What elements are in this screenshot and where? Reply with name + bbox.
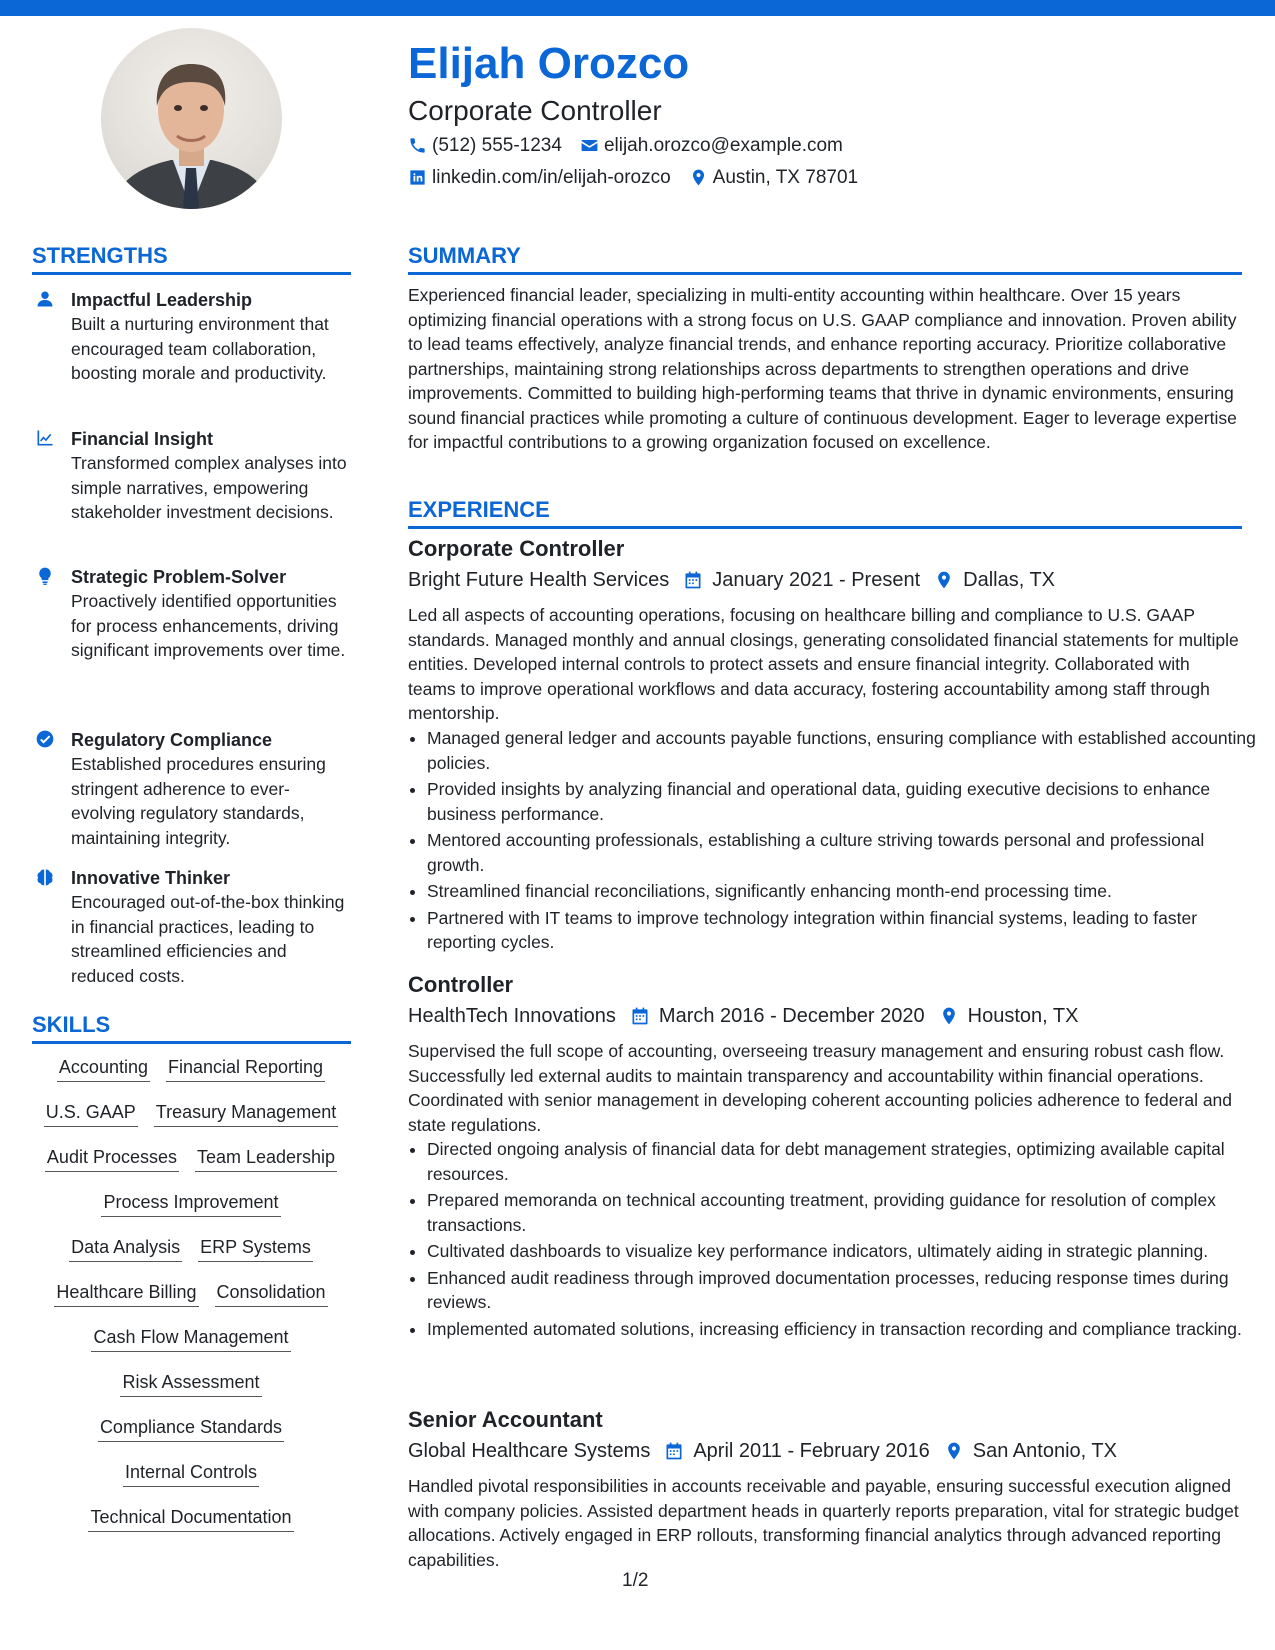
skill-tag: Technical Documentation xyxy=(88,1505,293,1532)
page-number: 1/2 xyxy=(622,1570,649,1591)
strength-title: Regulatory Compliance xyxy=(71,730,273,750)
skill-tag: Compliance Standards xyxy=(98,1415,284,1442)
strength-description: Transformed complex analyses into simple narratives, empowering stakeholder investment decisions. xyxy=(71,453,347,522)
strength-description: Established procedures ensuring stringent adherence to ever-evolving regulatory standards, maintaining integrity. xyxy=(71,754,326,848)
strength-title: Strategic Problem-Solver xyxy=(71,567,287,587)
calendar-icon xyxy=(630,1006,650,1026)
strength-title: Financial Insight xyxy=(71,429,214,449)
skill-row xyxy=(32,1460,350,1505)
strength-title: Impactful Leadership xyxy=(71,290,253,310)
summary-text: Experienced financial leader, specializing in multi-entity accounting within healthcare. Over 15 years optimizing financial operations with a strong focus on U.S. GAAP compliance and innovation. Proven ability to lead teams effectively, analyze financial trends, and enhance reporting accuracy. Prioritize collaborative partnerships, maintaining strong relationships across departments to strengthen operations and drive improvements. Committed to building high-performing teams that thrive in dynamic environments, ensuring sound financial practices while promoting a culture of continuous development. Eager to leverage expertise for impactful contributions to a growing organization focused on excellence. xyxy=(408,285,1237,452)
strengths-heading: STRENGTHS xyxy=(32,245,351,275)
skill-row xyxy=(32,1415,350,1460)
skill-tag: ERP Systems xyxy=(198,1235,313,1262)
strength-description: Built a nurturing environment that encouraged team collaboration, boosting morale and productivity. xyxy=(71,314,329,383)
skill-row xyxy=(32,1280,350,1325)
job-location: San Antonio, TX xyxy=(972,1440,1117,1462)
location-text: Austin, TX 78701 xyxy=(712,167,859,188)
job-title: Corporate Controller xyxy=(408,536,625,561)
job-bullets xyxy=(408,726,1261,957)
strength-item xyxy=(32,288,352,386)
skill-tag: U.S. GAAP xyxy=(44,1100,138,1127)
skills-list xyxy=(32,1055,350,1550)
phone-icon xyxy=(408,136,427,155)
experience-heading: EXPERIENCE xyxy=(408,499,1242,529)
phone-text: (512) 555-1234 xyxy=(432,135,562,156)
summary-heading: SUMMARY xyxy=(408,245,1242,275)
contact-row-2 xyxy=(408,168,876,187)
job-title: Controller xyxy=(408,972,514,997)
skill-row xyxy=(32,1100,350,1145)
phone-contact xyxy=(408,136,562,155)
job-meta xyxy=(408,1441,1117,1461)
skill-tag: Financial Reporting xyxy=(166,1055,325,1082)
email-contact[interactable] xyxy=(580,136,843,155)
check-circle-icon xyxy=(35,729,57,751)
job-meta xyxy=(408,1006,1078,1026)
map-pin-icon xyxy=(934,570,954,590)
map-pin-icon xyxy=(939,1006,959,1026)
user-icon xyxy=(35,289,57,311)
strength-item xyxy=(32,866,352,988)
company-name: HealthTech Innovations xyxy=(408,1005,616,1027)
job-title: Senior Accountant xyxy=(408,1407,603,1432)
linkedin-icon xyxy=(408,168,427,187)
list-item: • Directed ongoing analysis of financial data for debt management strategies, optimizing available capital resources. xyxy=(427,1137,1261,1186)
job-location: Houston, TX xyxy=(967,1005,1079,1027)
envelope-icon xyxy=(580,136,599,155)
candidate-title: Corporate Controller xyxy=(408,95,662,126)
skill-tag: Consolidation xyxy=(215,1280,328,1307)
strength-item xyxy=(32,565,352,663)
linkedin-text[interactable]: linkedin.com/in/elijah-orozco xyxy=(432,167,671,188)
portrait-illustration xyxy=(101,28,282,209)
job-description: Led all aspects of accounting operations, focusing on healthcare billing and compliance to U.S. GAAP standards. Managed monthly and annual closings, generating consolidated financial statements for multiple entities. Developed internal controls to protect assets and ensure financial integrity. Collaborated with teams to improve operational workflows and data accuracy, fostering accountability among staff through mentorship. xyxy=(408,605,1239,723)
company-name: Bright Future Health Services xyxy=(408,569,670,591)
linkedin-contact[interactable] xyxy=(408,168,671,187)
brain-icon xyxy=(35,867,57,889)
skill-tag: Risk Assessment xyxy=(120,1370,261,1397)
job-description: Handled pivotal responsibilities in accounts receivable and payable, ensuring successful execution aligned with company policies. Assisted department heads in quarterly reports preparation, vital for strategic budget allocations. Actively engaged in ERP rollouts, transforming financial analytics through advanced reporting capabilities. xyxy=(408,1476,1239,1570)
skill-row xyxy=(32,1145,350,1190)
list-item: • Prepared memoranda on technical accounting treatment, providing guidance for resolution of complex transactions. xyxy=(427,1188,1261,1237)
lightbulb-icon xyxy=(35,566,57,588)
strength-description: Encouraged out-of-the-box thinking in financial practices, leading to streamlined efficiencies and reduced costs. xyxy=(71,892,345,986)
skill-tag: Accounting xyxy=(57,1055,150,1082)
skill-tag: Audit Processes xyxy=(45,1145,179,1172)
strength-description: Proactively identified opportunities for process enhancements, driving significant improvements over time. xyxy=(71,591,346,660)
skills-heading: SKILLS xyxy=(32,1014,351,1044)
chart-line-icon xyxy=(35,428,57,450)
job-dates: March 2016 - December 2020 xyxy=(658,1005,925,1027)
email-text[interactable]: elijah.orozco@example.com xyxy=(603,135,843,156)
map-pin-icon xyxy=(944,1441,964,1461)
list-item: • Streamlined financial reconciliations, significantly enhancing month-end processing time. xyxy=(427,879,1261,904)
job-dates: April 2011 - February 2016 xyxy=(693,1440,930,1462)
contact-row-1 xyxy=(408,136,861,155)
skill-row xyxy=(32,1325,350,1370)
list-item: • Enhanced audit readiness through improved documentation processes, reducing response times during reviews. xyxy=(427,1266,1261,1315)
location-contact xyxy=(689,168,858,187)
skill-tag: Team Leadership xyxy=(195,1145,337,1172)
job-dates: January 2021 - Present xyxy=(712,569,921,591)
skill-row xyxy=(32,1505,350,1550)
skill-row xyxy=(32,1190,350,1235)
skill-tag: Data Analysis xyxy=(69,1235,182,1262)
strength-item xyxy=(32,427,352,525)
calendar-icon xyxy=(664,1441,684,1461)
skill-tag: Cash Flow Management xyxy=(91,1325,290,1352)
candidate-name: Elijah Orozco xyxy=(408,39,690,88)
list-item: • Cultivated dashboards to visualize key performance indicators, ultimately aiding in strategic planning. xyxy=(427,1239,1261,1264)
skill-tag: Treasury Management xyxy=(154,1100,338,1127)
calendar-icon xyxy=(683,570,703,590)
skill-row xyxy=(32,1370,350,1415)
job-meta xyxy=(408,570,1055,590)
strength-title: Innovative Thinker xyxy=(71,868,231,888)
strength-item xyxy=(32,728,352,850)
job-bullets xyxy=(408,1137,1261,1343)
skill-row xyxy=(32,1055,350,1100)
company-name: Global Healthcare Systems xyxy=(408,1440,651,1462)
list-item: • Managed general ledger and accounts payable functions, ensuring compliance with established accounting policies. xyxy=(427,726,1261,775)
list-item: • Implemented automated solutions, increasing efficiency in transaction recording and compliance tracking. xyxy=(427,1317,1261,1342)
skill-tag: Process Improvement xyxy=(101,1190,280,1217)
job-location: Dallas, TX xyxy=(963,569,1056,591)
skill-tag: Internal Controls xyxy=(123,1460,259,1487)
list-item: • Provided insights by analyzing financial and operational data, guiding executive decisions to enhance business performance. xyxy=(427,777,1261,826)
map-pin-icon xyxy=(689,168,708,187)
list-item: • Mentored accounting professionals, establishing a culture striving towards personal and professional growth. xyxy=(427,828,1261,877)
profile-photo xyxy=(101,28,282,209)
top-accent-bar xyxy=(0,0,1275,16)
list-item: • Partnered with IT teams to improve technology integration within financial systems, leading to faster reporting cycles. xyxy=(427,906,1261,955)
job-description: Supervised the full scope of accounting, overseeing treasury management and ensuring robust cash flow. Successfully led external audits to maintain transparency and accountability within financial operations. Coordinated with senior management in developing coherent accounting policies adherence to federal and state regulations. xyxy=(408,1041,1233,1135)
skill-row xyxy=(32,1235,350,1280)
skill-tag: Healthcare Billing xyxy=(54,1280,198,1307)
